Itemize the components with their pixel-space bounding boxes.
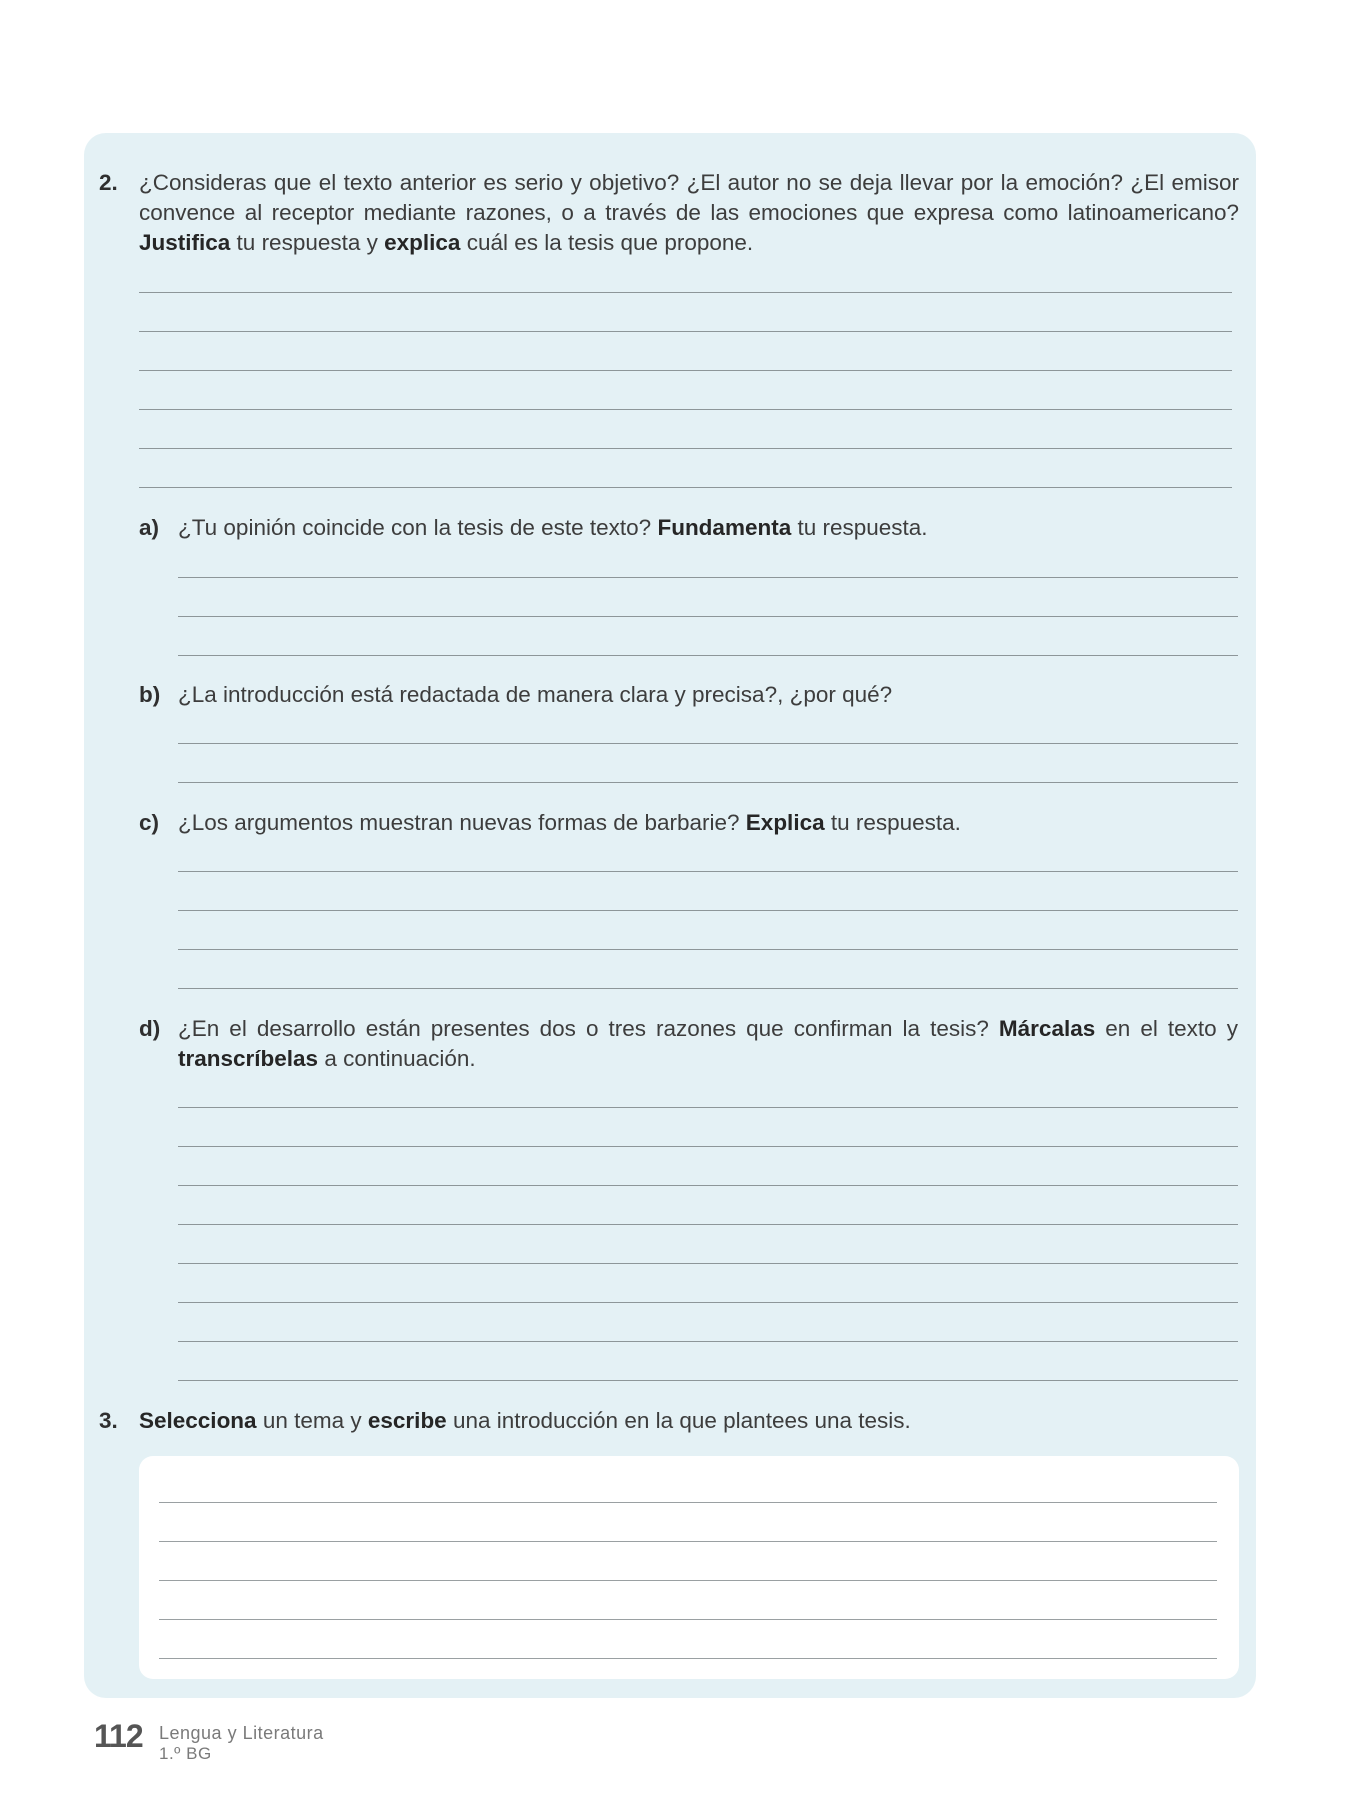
subquestion-a-bold: Fundamenta bbox=[657, 515, 792, 540]
subquestion-c-text-a: ¿Los argumentos muestran nuevas formas de barbarie? bbox=[178, 810, 746, 835]
question-3-bold-selecciona: Selecciona bbox=[139, 1408, 257, 1433]
answer-line[interactable] bbox=[178, 949, 1238, 950]
subquestion-c-bold: Explica bbox=[745, 810, 825, 835]
answer-line[interactable] bbox=[178, 1146, 1238, 1147]
answer-line[interactable] bbox=[178, 1185, 1238, 1186]
answer-line[interactable] bbox=[178, 871, 1238, 872]
subquestion-c-prompt bbox=[178, 808, 1238, 838]
answer-line[interactable] bbox=[178, 910, 1238, 911]
question-3-text-a: un tema y bbox=[256, 1408, 368, 1433]
answer-line[interactable] bbox=[178, 782, 1238, 783]
question-3-text-b: una introducción en la que plantees una tesis. bbox=[446, 1408, 911, 1433]
answer-line[interactable] bbox=[159, 1580, 1217, 1581]
answer-line[interactable] bbox=[159, 1541, 1217, 1542]
answer-line[interactable] bbox=[139, 370, 1232, 371]
answer-line[interactable] bbox=[139, 331, 1232, 332]
subquestion-d-prompt bbox=[178, 1014, 1238, 1074]
subquestion-c-label: c) bbox=[139, 810, 160, 835]
answer-line[interactable] bbox=[178, 1341, 1238, 1342]
subquestion-c-text-b: tu respuesta. bbox=[824, 810, 961, 835]
question-3-bold-escribe: escribe bbox=[367, 1408, 447, 1433]
subquestion-a-text-b: tu respuesta. bbox=[791, 515, 928, 540]
question-2-number: 2. bbox=[99, 170, 118, 195]
subquestion-d-bold-transcribelas: transcríbelas bbox=[178, 1046, 319, 1071]
footer-subject: Lengua y Literatura bbox=[159, 1723, 324, 1743]
answer-line[interactable] bbox=[159, 1658, 1217, 1659]
answer-line[interactable] bbox=[139, 487, 1232, 488]
answer-line[interactable] bbox=[178, 577, 1238, 578]
answer-line[interactable] bbox=[139, 292, 1232, 293]
question-2-bold-justifica: Justifica bbox=[139, 230, 231, 255]
subquestion-a-label: a) bbox=[139, 515, 160, 540]
question-2-bold-explica: explica bbox=[384, 230, 461, 255]
page-number: 112 bbox=[94, 1718, 143, 1754]
answer-line[interactable] bbox=[178, 1263, 1238, 1264]
subquestion-b-prompt: ¿La introducción está redactada de manera clara y precisa?, ¿por qué? bbox=[178, 682, 893, 707]
footer-grade: 1.º BG bbox=[159, 1744, 212, 1763]
question-3-prompt bbox=[139, 1406, 1239, 1436]
question-2-prompt bbox=[139, 168, 1239, 258]
answer-line[interactable] bbox=[178, 1107, 1238, 1108]
subquestion-a-text-a: ¿Tu opinión coincide con la tesis de este texto? bbox=[178, 515, 658, 540]
answer-line[interactable] bbox=[178, 988, 1238, 989]
answer-line[interactable] bbox=[178, 743, 1238, 744]
answer-line[interactable] bbox=[159, 1619, 1217, 1620]
subquestion-d-text-c: a continuación. bbox=[318, 1046, 476, 1071]
question-2-text-b: tu respuesta y bbox=[230, 230, 385, 255]
subquestion-d-text-a: ¿En el desarrollo están presentes dos o tres razones que confirman la tesis? bbox=[178, 1016, 999, 1041]
subquestion-d-text-b: en el texto y bbox=[1095, 1016, 1238, 1041]
answer-line[interactable] bbox=[178, 655, 1238, 656]
subquestion-b-label: b) bbox=[139, 682, 161, 707]
question-2-text-a: ¿Consideras que el texto anterior es serio y objetivo? ¿El autor no se deja llevar por la emoción? ¿El emisor convence al receptor mediante razones, o a través de las emociones que expresa como latinoamericano? bbox=[139, 170, 1239, 225]
answer-line[interactable] bbox=[159, 1502, 1217, 1503]
subquestion-d-bold-marcalas: Márcalas bbox=[998, 1016, 1096, 1041]
answer-line[interactable] bbox=[178, 1380, 1238, 1381]
subquestion-d-label: d) bbox=[139, 1016, 161, 1041]
answer-line[interactable] bbox=[139, 448, 1232, 449]
answer-line[interactable] bbox=[178, 1224, 1238, 1225]
answer-box[interactable] bbox=[139, 1456, 1239, 1679]
question-3-number: 3. bbox=[99, 1408, 118, 1433]
answer-line[interactable] bbox=[139, 409, 1232, 410]
subquestion-a-prompt bbox=[178, 513, 1238, 543]
answer-line[interactable] bbox=[178, 1302, 1238, 1303]
answer-line[interactable] bbox=[178, 616, 1238, 617]
question-2-text-c: cuál es la tesis que propone. bbox=[460, 230, 754, 255]
